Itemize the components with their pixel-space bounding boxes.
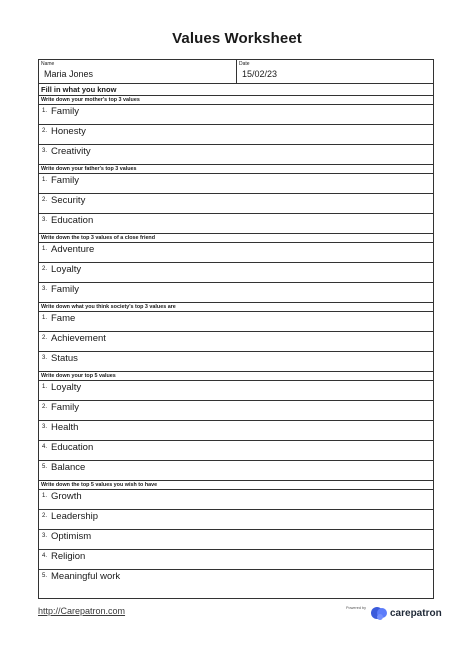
item-number: 1. [42,384,48,390]
answer-row[interactable] [39,243,433,263]
item-number: 2. [42,197,48,203]
item-number: 4. [42,444,48,450]
section-heading: Write down what you think society's top 3 values are [39,303,433,312]
answer-row[interactable] [39,174,433,194]
answer-field[interactable]: Meaningful work [51,571,121,582]
answer-field[interactable]: Family [51,284,79,295]
item-number: 3. [42,217,48,223]
item-number: 2. [42,128,48,134]
answer-field[interactable]: Security [51,195,86,206]
answer-field[interactable]: Growth [51,491,82,502]
brand-badge [346,602,442,624]
sections-container [39,96,433,590]
answer-field[interactable]: Fame [51,313,76,324]
brand-name: carepatron [390,608,442,619]
answer-row[interactable] [39,441,433,461]
date-cell [237,60,433,83]
item-number: 3. [42,355,48,361]
answer-field[interactable]: Creativity [51,146,91,157]
item-number: 2. [42,513,48,519]
item-number: 1. [42,493,48,499]
carepatron-link[interactable]: http://Carepatron.com [38,606,126,616]
name-cell [39,60,237,83]
header-row [39,60,433,84]
answer-field[interactable]: Religion [51,551,86,562]
item-number: 4. [42,553,48,559]
date-label: Date [239,61,250,67]
answer-row[interactable] [39,570,433,590]
item-number: 1. [42,246,48,252]
answer-row[interactable] [39,530,433,550]
answer-row[interactable] [39,550,433,570]
answer-row[interactable] [39,421,433,441]
answer-field[interactable]: Adventure [51,244,95,255]
name-label: Name [41,61,55,67]
item-number: 2. [42,266,48,272]
worksheet-form [38,59,434,599]
section-heading: Write down the top 5 values you wish to have [39,481,433,490]
answer-row[interactable] [39,352,433,372]
answer-row[interactable] [39,332,433,352]
item-number: 2. [42,335,48,341]
date-field[interactable]: 15/02/23 [242,69,278,79]
item-number: 1. [42,108,48,114]
answer-row[interactable] [39,510,433,530]
answer-field[interactable]: Status [51,353,78,364]
answer-row[interactable] [39,312,433,332]
page-title: Values Worksheet [172,30,302,47]
answer-row[interactable] [39,381,433,401]
answer-row[interactable] [39,125,433,145]
answer-field[interactable]: Family [51,175,79,186]
answer-field[interactable]: Achievement [51,333,106,344]
answer-field[interactable]: Optimism [51,531,92,542]
answer-row[interactable] [39,194,433,214]
answer-row[interactable] [39,283,433,303]
answer-field[interactable]: Family [51,106,79,117]
section-heading: Write down your father's top 3 values [39,165,433,174]
item-number: 3. [42,286,48,292]
answer-row[interactable] [39,214,433,234]
answer-field[interactable]: Health [51,422,79,433]
item-number: 3. [42,148,48,154]
name-field[interactable]: Maria Jones [44,69,94,79]
item-number: 5. [42,464,48,470]
answer-field[interactable]: Leadership [51,511,99,522]
answer-row[interactable] [39,263,433,283]
answer-field[interactable]: Education [51,215,94,226]
answer-field[interactable]: Honesty [51,126,86,137]
powered-by-label: Powered by [346,606,367,610]
section-heading: Write down your top 5 values [39,372,433,381]
item-number: 3. [42,533,48,539]
item-number: 5. [42,573,48,579]
item-number: 3. [42,424,48,430]
intro-heading: Fill in what you know [39,84,433,96]
answer-field[interactable]: Balance [51,462,86,473]
item-number: 2. [42,404,48,410]
answer-row[interactable] [39,461,433,481]
answer-field[interactable]: Education [51,442,94,453]
answer-row[interactable] [39,490,433,510]
answer-field[interactable]: Loyalty [51,382,82,393]
item-number: 1. [42,315,48,321]
carepatron-logo-icon [370,604,388,622]
answer-field[interactable]: Family [51,402,79,413]
answer-field[interactable]: Loyalty [51,264,82,275]
answer-row[interactable] [39,105,433,125]
answer-row[interactable] [39,401,433,421]
section-heading: Write down the top 3 values of a close friend [39,234,433,243]
answer-row[interactable] [39,145,433,165]
item-number: 1. [42,177,48,183]
section-heading: Write down your mother's top 3 values [39,96,433,105]
